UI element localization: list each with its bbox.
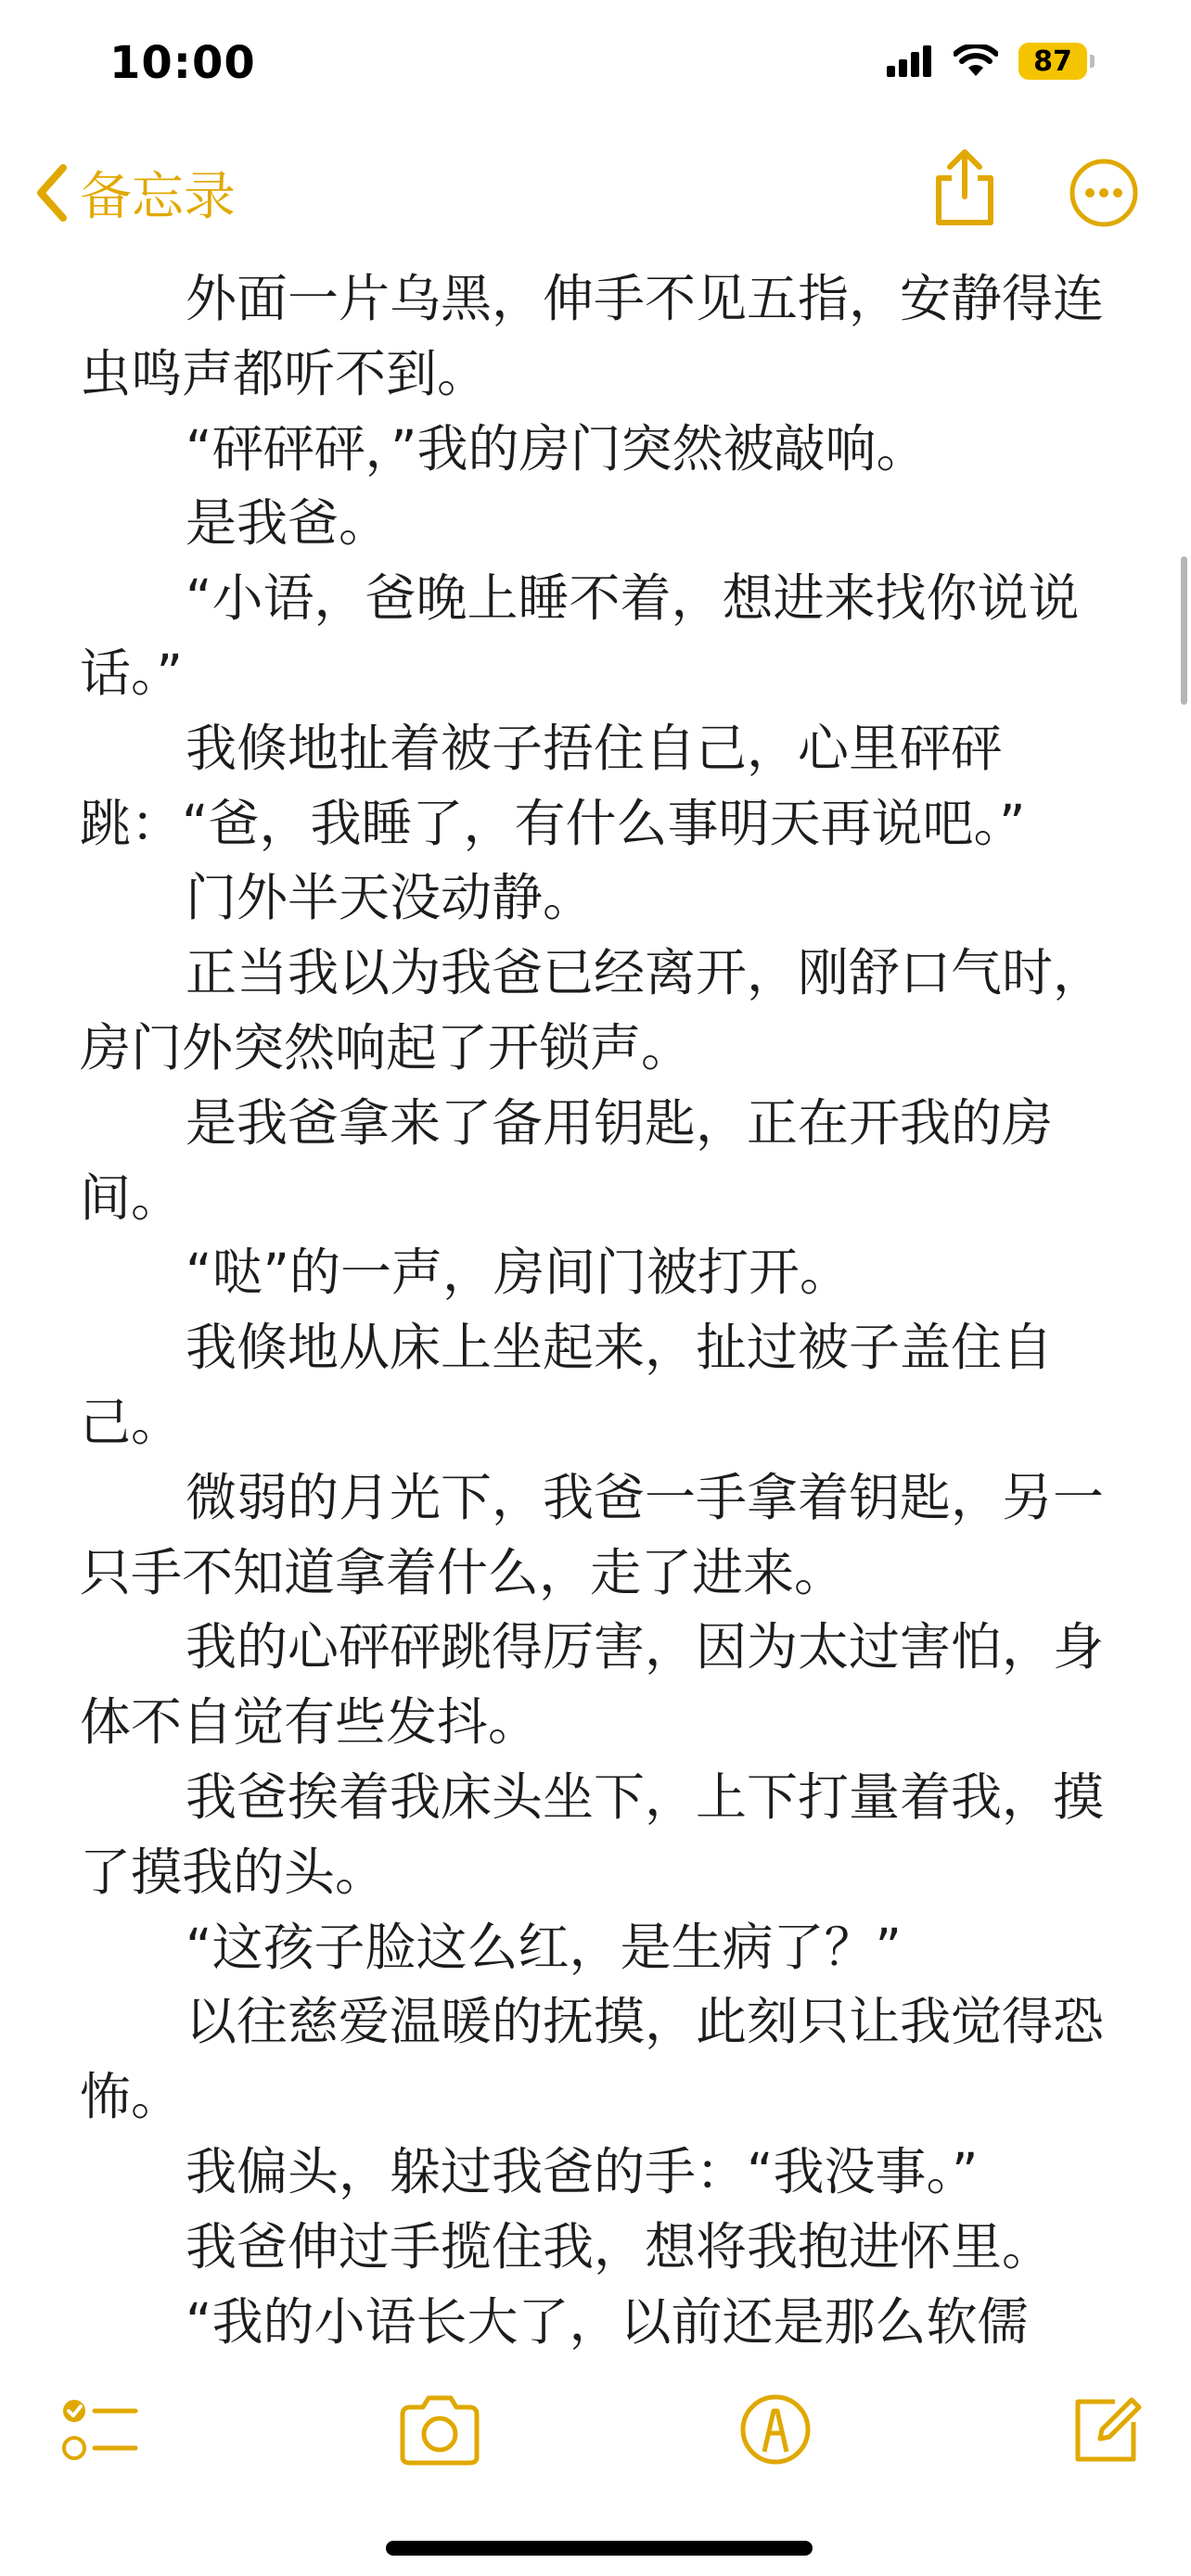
back-label: 备忘录 <box>80 167 236 227</box>
note-paragraph: 是我爸。 <box>186 493 391 554</box>
note-paragraph: 我偏头，躲过我爸的手：“我没事。” <box>186 2141 979 2201</box>
note-paragraph: 我的心砰砰跳得厉害，因为太过害怕，身体不自觉有些发抖。 <box>80 1617 1105 1753</box>
note-paragraph: 微弱的月光下，我爸一手拿着钥匙，另一只手不知道拿着什么，走了进来。 <box>80 1467 1105 1602</box>
note-paragraph: 我倏地从床上坐起来，扯过被子盖住自己。 <box>80 1318 1054 1452</box>
note-paragraph: 以往慈爱温暖的抚摸，此刻只让我觉得恐怖。 <box>80 1992 1105 2127</box>
checklist-icon <box>61 2392 139 2467</box>
note-paragraph: “哒”的一声，房间门被打开。 <box>186 1243 851 1303</box>
battery-level: 87 <box>1018 43 1087 80</box>
navigation-bar <box>0 0 1191 250</box>
compose-icon <box>1069 2392 1143 2467</box>
note-paragraph: 正当我以为我爸已经离开，刚舒口气时，房门外突然响起了开锁声。 <box>80 943 1105 1078</box>
note-paragraph: 外面一片乌黑，伸手不见五指，安静得连虫鸣声都听不到。 <box>80 269 1105 403</box>
note-paragraph: 我倏地扯着被子捂住自己，心里砰砰跳：“爸，我睡了，有什么事明天再说吧。” <box>80 718 1026 853</box>
battery-cap <box>1090 55 1095 68</box>
note-paragraph: 是我爸拿来了备用钥匙，正在开我的房间。 <box>80 1092 1054 1228</box>
note-paragraph: 门外半天没动静。 <box>186 868 595 928</box>
note-paragraph: “我的小语长大了，以前还是那么软儒 <box>186 2291 1029 2352</box>
battery-indicator <box>1018 43 1095 80</box>
note-paragraph: 我爸挨着我床头坐下，上下打量着我，摸了摸我的头。 <box>80 1766 1105 1902</box>
note-paragraph: 我爸伸过手揽住我，想将我抱进怀里。 <box>186 2216 1054 2276</box>
home-indicator[interactable] <box>386 2541 813 2556</box>
chevron-left-icon <box>33 162 70 223</box>
wifi-icon <box>954 45 998 78</box>
note-paragraph: “这孩子脸这么红，是生病了？” <box>186 1917 902 1977</box>
back-button[interactable] <box>33 156 236 230</box>
note-paragraph: “砰砰砰，”我的房门突然被敲响。 <box>186 418 928 478</box>
markup-button[interactable] <box>738 2392 813 2470</box>
status-time: 10:00 <box>109 37 256 89</box>
share-icon <box>928 148 1002 226</box>
more-icon <box>1069 158 1139 228</box>
share-button[interactable] <box>928 148 1002 230</box>
checklist-button[interactable] <box>61 2392 139 2470</box>
status-indicators <box>887 43 1095 80</box>
scroll-indicator[interactable] <box>1181 556 1187 705</box>
more-button[interactable] <box>1069 158 1139 232</box>
compose-button[interactable] <box>1069 2392 1143 2470</box>
markup-pen-icon <box>738 2392 813 2467</box>
note-paragraph: “小语，爸晚上睡不着，想进来找你说说话。” <box>80 568 1080 703</box>
note-body[interactable] <box>80 261 1119 2359</box>
cellular-signal-icon <box>887 45 933 77</box>
camera-button[interactable] <box>397 2392 482 2470</box>
camera-icon <box>397 2392 482 2467</box>
